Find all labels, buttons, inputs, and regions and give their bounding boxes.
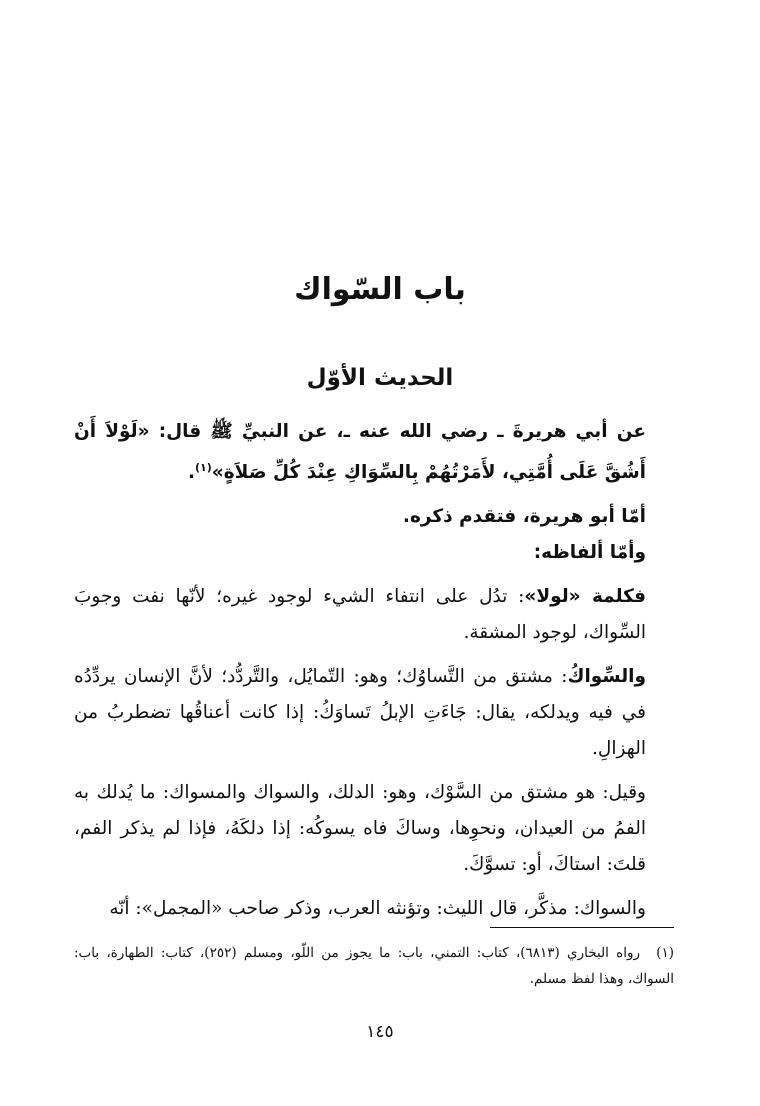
main-text (74, 414, 674, 927)
footnote-text: رواه البخاري (٦٨١٣)، كتاب: التمني، باب: ما يجوز من اللّو، ومسلم (٢٥٢)، كتاب: الطهارة، باب: السواك، وهذا لفظ مسلم. (74, 945, 674, 987)
wording-heading: وأمّا ألفاظه: (533, 542, 646, 564)
siwak-explanation: : مشتق من التَّساوُك؛ وهو: التّمايُل، والتَّردُّد؛ لأنَّ الإنسان يردِّدُه في فيه ويدلكه، يقال: جَاءَتِ الإبلُ تَساوَكُ: إذا كانت أعناقُها تضطربُ من الهزالِ. (74, 666, 646, 760)
page-number: ١٤٥ (366, 1022, 394, 1042)
hadith-text: عن أبي هريرةَ ـ رضي الله عنه ـ، عن النبيِّ ﷺ قال: «لَوْلاَ أَنْ أَشُقَّ عَلَى أُمَّتِي، لأَمَرْتُهُمْ بِالسِّوَاكِ عِنْدَ كُلِّ صَلاَةٍ» (74, 421, 646, 484)
gender-paragraph: والسواك: مذكَّر، قال الليث: وتؤنثه العرب، وذكر صاحب «المجمل»: أنّه (109, 898, 646, 920)
lawla-paragraph (74, 579, 674, 651)
siwak-term: والسِّواكُ (567, 666, 646, 688)
derivation-paragraph: وقيل: هو مشتق من السَّوْك، وهو: الدلك، والسواك والمسواك: ما يُدلك به الفمُ من العيدان، ونحوِها، وساكَ فاه يسوكُه: إذا دلكَهُ، فإذا لم يذكر الفم، قلتَ: استاكَ، أو: تسوَّكَ. (74, 782, 646, 876)
lawla-term: فكلمة «لولا» (524, 586, 646, 608)
section-title: الحديث الأوّل (306, 365, 454, 391)
hadith-period: . (187, 462, 196, 484)
hadith-paragraph (74, 414, 674, 491)
footnote-divider (490, 927, 674, 928)
footnote-reference: (١) (195, 461, 212, 474)
footnote (74, 940, 674, 992)
lawla-explanation: : تدُل على انتفاء الشيء لوجود غيره؛ لأنّها نفت وجوبَ السِّواك، لوجود المشقة. (74, 586, 646, 644)
siwak-paragraph (74, 659, 674, 767)
chapter-title: باب السّواك (294, 272, 466, 307)
narrator-paragraph: أمّا أبو هريرة، فتقدم ذكره. (402, 506, 646, 528)
footnote-number: (١) (656, 945, 674, 961)
